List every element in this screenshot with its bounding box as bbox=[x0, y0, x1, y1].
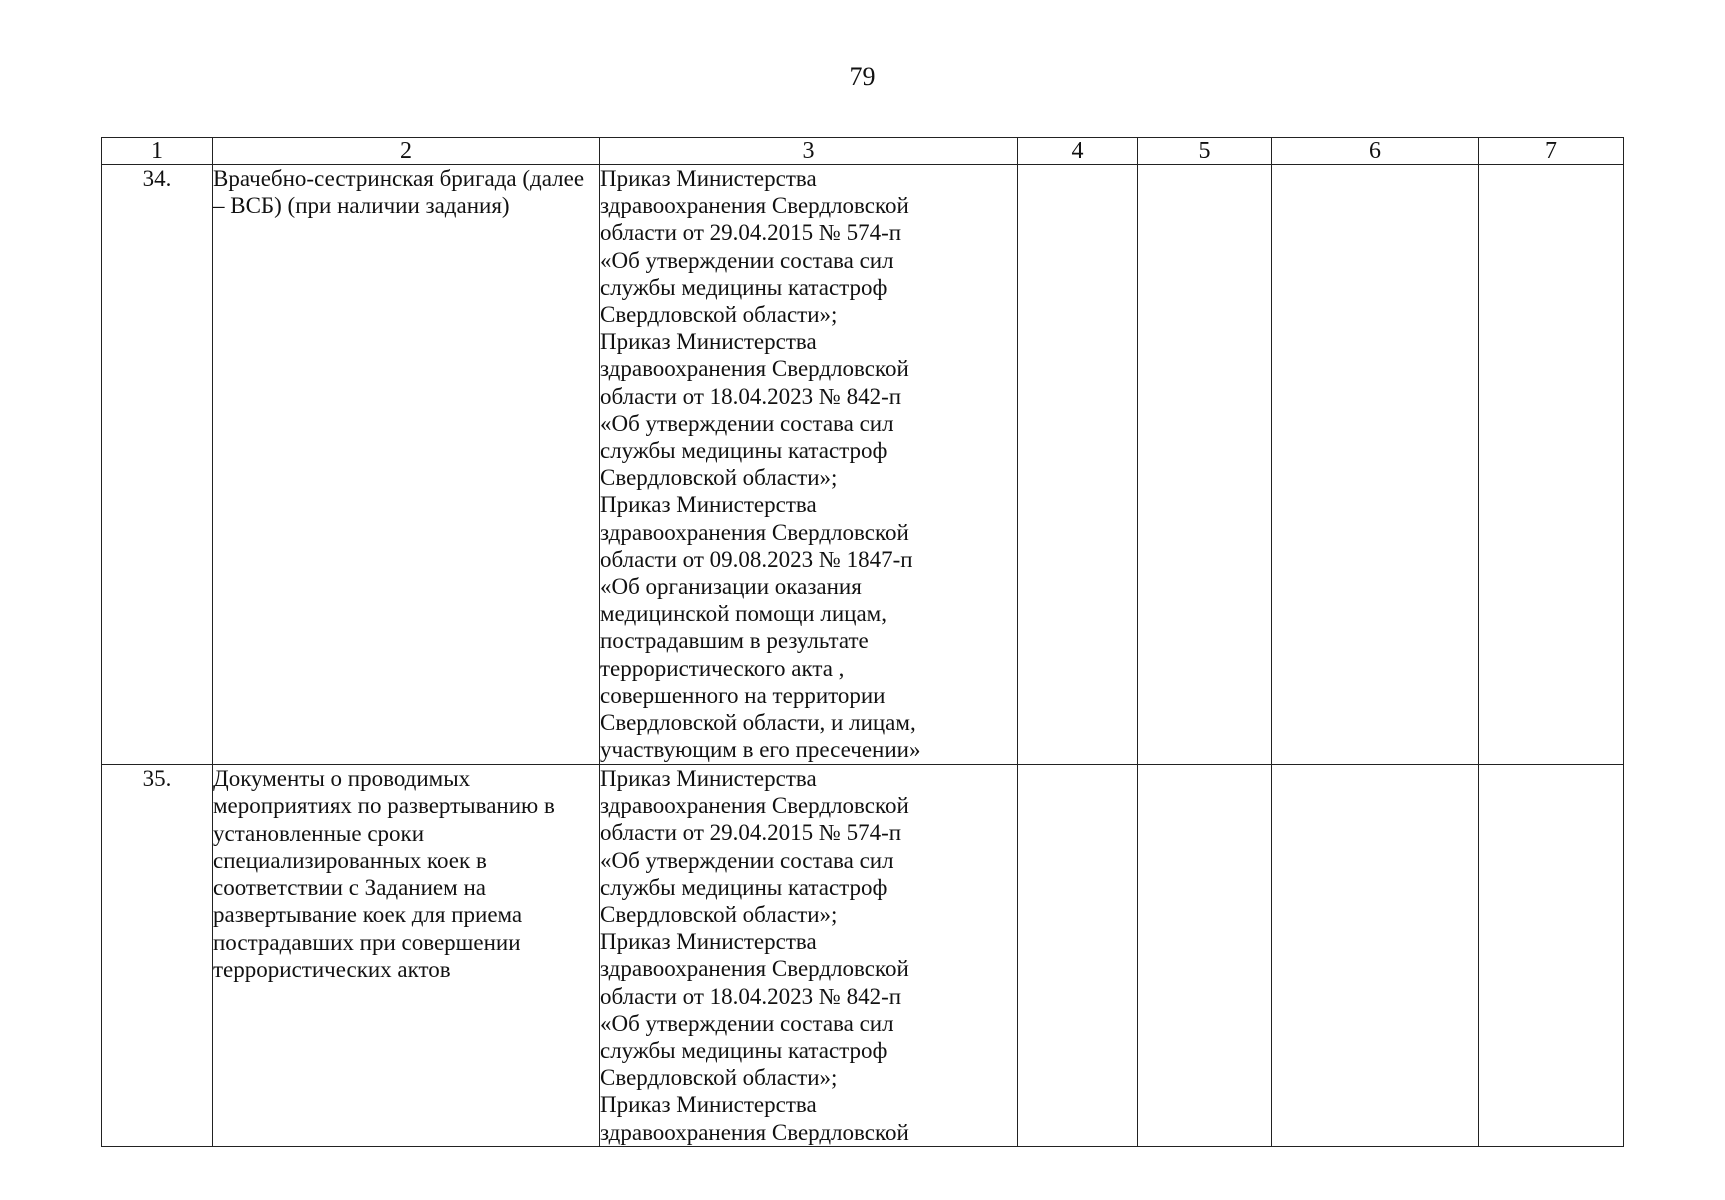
document-table bbox=[101, 137, 1624, 1147]
page-number: 79 bbox=[849, 62, 876, 91]
row-col-5 bbox=[1138, 765, 1272, 1147]
row-col-7 bbox=[1479, 765, 1624, 1147]
header-col-1: 1 bbox=[102, 138, 213, 165]
row-documents: Приказ Министерства здравоохранения Свердловской области от 29.04.2015 № 574-п «Об утверждении состава сил службы медицины катастроф Свердловской области»; Приказ Министерства здравоохранения Свердловской области от 18.04.2023 № 842-п «Об утверждении состава сил службы медицины катастроф Свердловской области»; Приказ Министерства здравоохранения Свердловской bbox=[600, 765, 1018, 1147]
row-col-4 bbox=[1018, 165, 1138, 765]
row-col-4 bbox=[1018, 765, 1138, 1147]
header-col-3: 3 bbox=[600, 138, 1018, 165]
row-documents: Приказ Министерства здравоохранения Свердловской области от 29.04.2015 № 574-п «Об утверждении состава сил службы медицины катастроф Свердловской области»; Приказ Министерства здравоохранения Свердловской области от 18.04.2023 № 842-п «Об утверждении состава сил службы медицины катастроф Свердловской области»; Приказ Министерства здравоохранения Свердловской области от 09.08.2023 № 1847-п «Об организации оказания медицинской помощи лицам, пострадавшим в результате террористического акта , совершенного на территории Свердловской области, и лицам, участвующим в его пресечении» bbox=[600, 165, 1018, 765]
row-number: 34. bbox=[102, 165, 213, 765]
row-number: 35. bbox=[102, 765, 213, 1147]
table-row bbox=[102, 765, 1624, 1147]
row-col-5 bbox=[1138, 165, 1272, 765]
header-col-6: 6 bbox=[1272, 138, 1479, 165]
row-name: Врачебно-сестринская бригада (далее – ВСБ) (при наличии задания) bbox=[213, 165, 600, 765]
header-row bbox=[102, 138, 1624, 165]
row-name: Документы о проводимых мероприятиях по развертыванию в установленные сроки специализированных коек в соответствии с Заданием на развертывание коек для приема пострадавших при совершении террористических актов bbox=[213, 765, 600, 1147]
header-col-4: 4 bbox=[1018, 138, 1138, 165]
row-col-6 bbox=[1272, 165, 1479, 765]
row-col-6 bbox=[1272, 765, 1479, 1147]
header-col-5: 5 bbox=[1138, 138, 1272, 165]
header-col-7: 7 bbox=[1479, 138, 1624, 165]
table-row bbox=[102, 165, 1624, 765]
header-col-2: 2 bbox=[213, 138, 600, 165]
row-col-7 bbox=[1479, 165, 1624, 765]
